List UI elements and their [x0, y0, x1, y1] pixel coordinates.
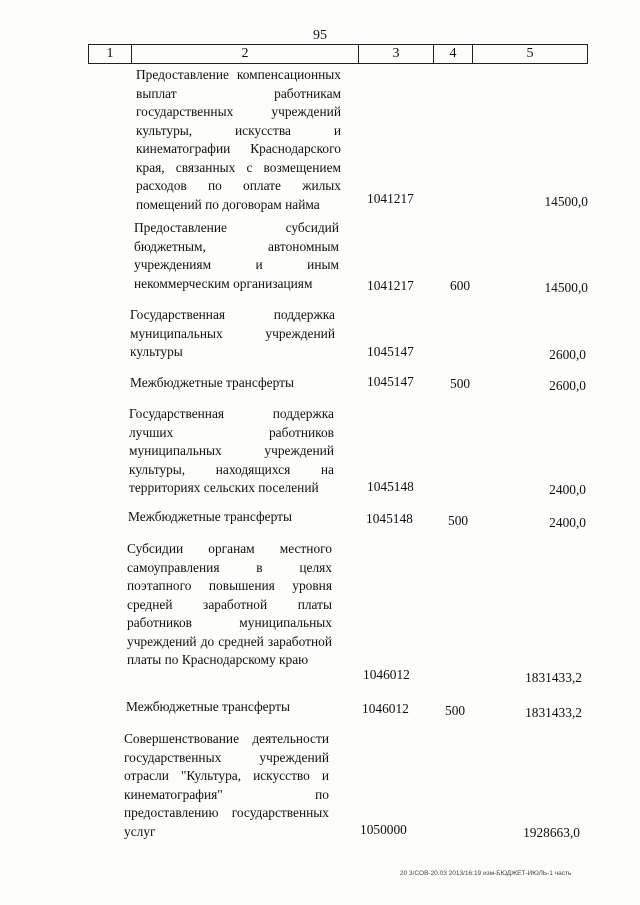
- row-description: Субсидии органам местного самоуправления в целях поэтапного повышения уровня средней заработной платы работников муниципальных учреждений до средней заработной платы по Краснодарскому краю: [127, 541, 332, 667]
- row-amount: 2600,0: [549, 378, 586, 393]
- row-type: 500: [445, 703, 466, 718]
- row-description: Совершенствование деятельности государственных учреждений отрасли "Культура, искусство и кинематография" по предоставлению государственных услуг: [124, 731, 329, 839]
- row-description: Государственная поддержка муниципальных учреждений культуры: [130, 307, 335, 359]
- row-description: Государственная поддержка лучших работников муниципальных учреждений культуры, находящихся на территориях сельских поселений: [129, 406, 334, 495]
- row-code: 1045148: [367, 479, 414, 494]
- row-amount: 1831433,2: [525, 705, 582, 720]
- row-amount: 2400,0: [549, 515, 586, 530]
- page-number: 95: [313, 28, 327, 43]
- row-amount: 14500,0: [544, 280, 588, 295]
- row-description: Межбюджетные трансферты: [130, 375, 294, 390]
- column-header-3: 3: [359, 45, 434, 64]
- row-code: 1046012: [363, 667, 410, 682]
- column-header-2: 2: [132, 45, 359, 64]
- row-code: 1050000: [360, 822, 407, 837]
- row-code: 1041217: [367, 191, 414, 206]
- row-description: Предоставление компенсационных выплат работникам государственных учреждений культуры, искусства и кинематографии Краснодарского края, связанных с возмещением расходов по оплате жилых помещений по договорам найма: [136, 67, 341, 212]
- column-header-row: [89, 45, 588, 64]
- row-amount: 14500,0: [544, 194, 588, 209]
- row-amount: 2600,0: [549, 347, 586, 362]
- row-type: 500: [448, 513, 469, 528]
- row-amount: 1928663,0: [523, 825, 580, 840]
- footer-stamp: 20 3/СОВ-20.03 2013/16:19 изм-БЮДЖЕТ-ИЮЛЬ-1 часть: [400, 870, 572, 877]
- column-header-4: 4: [434, 45, 473, 64]
- row-code: 1045148: [366, 511, 413, 526]
- row-code: 1045147: [367, 344, 414, 359]
- column-header-5: 5: [473, 45, 588, 64]
- row-description: Предоставление субсидий бюджетным, автономным учреждениям и иным некоммерческим организациям: [134, 220, 339, 291]
- row-type: 500: [450, 376, 471, 391]
- column-header-table: [88, 44, 588, 64]
- column-header-1: 1: [89, 45, 132, 64]
- row-type: 600: [450, 278, 471, 293]
- row-amount: 1831433,2: [525, 670, 582, 685]
- row-code: 1041217: [367, 278, 414, 293]
- row-description: Межбюджетные трансферты: [128, 509, 292, 524]
- row-code: 1046012: [362, 701, 409, 716]
- row-code: 1045147: [367, 374, 414, 389]
- row-amount: 2400,0: [549, 482, 586, 497]
- row-description: Межбюджетные трансферты: [126, 699, 290, 714]
